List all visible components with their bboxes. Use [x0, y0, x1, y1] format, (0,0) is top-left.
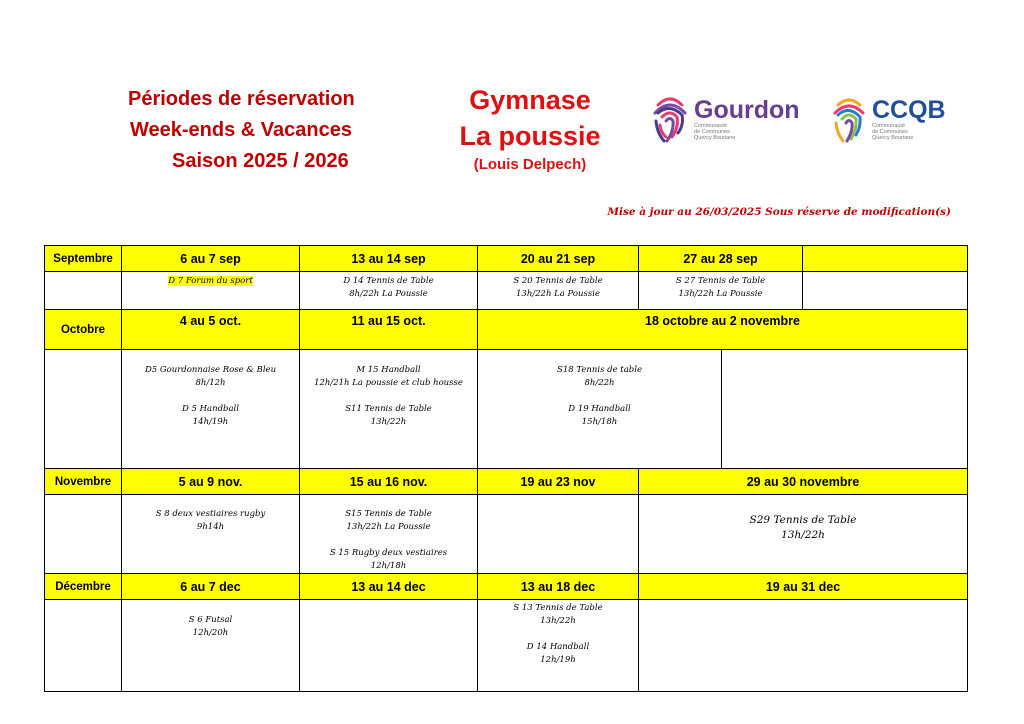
event-cell: S29 Tennis de Table 13h/22h: [639, 495, 968, 574]
event-cell-empty: [803, 272, 968, 310]
venue-line-2: La poussie: [459, 121, 601, 151]
event-line: D 7 Forum du sport: [168, 276, 253, 286]
ccqb-logo-name: CCQB: [872, 96, 946, 124]
period-cell: 13 au 18 dec: [478, 574, 639, 600]
table-row: [45, 469, 968, 495]
title-line-1: Périodes de réservation: [128, 88, 355, 110]
event-cell: [122, 272, 300, 310]
month-octobre: Octobre: [45, 310, 122, 350]
period-cell: 6 au 7 dec: [122, 574, 300, 600]
event-cell: S 8 deux vestiaires rugby 9h14h: [122, 495, 300, 574]
period-cell: 27 au 28 sep: [639, 246, 803, 272]
month-spacer: [45, 600, 122, 692]
update-note: Mise à jour au 26/03/2025 Sous réserve de modification(s): [607, 206, 951, 218]
colorful-fingerprint-icon: [832, 91, 866, 147]
event-cell: S 20 Tennis de Table 13h/22h La Poussie: [478, 272, 639, 310]
page-title: [128, 84, 355, 177]
month-decembre: Décembre: [45, 574, 122, 600]
month-septembre: Septembre: [45, 246, 122, 272]
table-row: [45, 350, 968, 469]
title-line-2: Week-ends & Vacances: [130, 119, 352, 141]
event-cell: S 13 Tennis de Table 13h/22h D 14 Handball 12h/19h: [478, 600, 639, 692]
period-cell: 4 au 5 oct.: [122, 310, 300, 350]
event-cell: M 15 Handball 12h/21h La poussie et club housse S11 Tennis de Table 13h/22h: [300, 350, 478, 469]
title-line-3: Saison 2025 / 2026: [172, 150, 349, 172]
month-spacer: [45, 350, 122, 469]
month-spacer: [45, 272, 122, 310]
period-cell: 19 au 23 nov: [478, 469, 639, 495]
period-cell: 19 au 31 dec: [639, 574, 968, 600]
venue-line-1: Gymnase: [469, 85, 591, 115]
table-row: [45, 310, 968, 350]
event-cell: S18 Tennis de table 8h/22h D 19 Handball 15h/18h: [478, 350, 722, 469]
table-row: [45, 574, 968, 600]
period-cell: 13 au 14 sep: [300, 246, 478, 272]
period-cell: 13 au 14 dec: [300, 574, 478, 600]
table-row: [45, 246, 968, 272]
period-cell: 11 au 15 oct.: [300, 310, 478, 350]
event-cell-empty: [300, 600, 478, 692]
event-cell-empty: [639, 600, 968, 692]
period-cell: 15 au 16 nov.: [300, 469, 478, 495]
event-cell: S 6 Futsal 12h/20h: [122, 600, 300, 692]
event-cell-empty: [722, 350, 968, 469]
event-cell: D5 Gourdonnaise Rose & Bleu 8h/12h D 5 Handball 14h/19h: [122, 350, 300, 469]
gourdon-logo-name: Gourdon: [694, 96, 800, 124]
event-cell: S 27 Tennis de Table 13h/22h La Poussie: [639, 272, 803, 310]
period-cell: 6 au 7 sep: [122, 246, 300, 272]
period-cell: 20 au 21 sep: [478, 246, 639, 272]
gourdon-logo: Gourdon Communauté de Communes Quercy Bouriane: [652, 88, 800, 150]
table-row: [45, 600, 968, 692]
table-row: [45, 495, 968, 574]
event-cell-empty: [478, 495, 639, 574]
period-cell-empty: [803, 246, 968, 272]
ccqb-logo: CCQB Communauté de Communes Quercy Bouriane: [832, 88, 946, 150]
event-cell: D 14 Tennis de Table 8h/22h La Poussie: [300, 272, 478, 310]
venue-subtitle: (Louis Delpech): [473, 156, 587, 173]
period-cell: 29 au 30 novembre: [639, 469, 968, 495]
venue-title: [430, 82, 630, 176]
period-cell: 5 au 9 nov.: [122, 469, 300, 495]
fingerprint-icon: [652, 91, 688, 147]
event-cell: S15 Tennis de Table 13h/22h La Poussie S 15 Rugby deux vestiaires 12h/18h: [300, 495, 478, 574]
table-row: [45, 272, 968, 310]
period-cell: 18 octobre au 2 novembre: [478, 310, 968, 350]
reservation-table: [44, 245, 968, 692]
month-novembre: Novembre: [45, 469, 122, 495]
month-spacer: [45, 495, 122, 574]
